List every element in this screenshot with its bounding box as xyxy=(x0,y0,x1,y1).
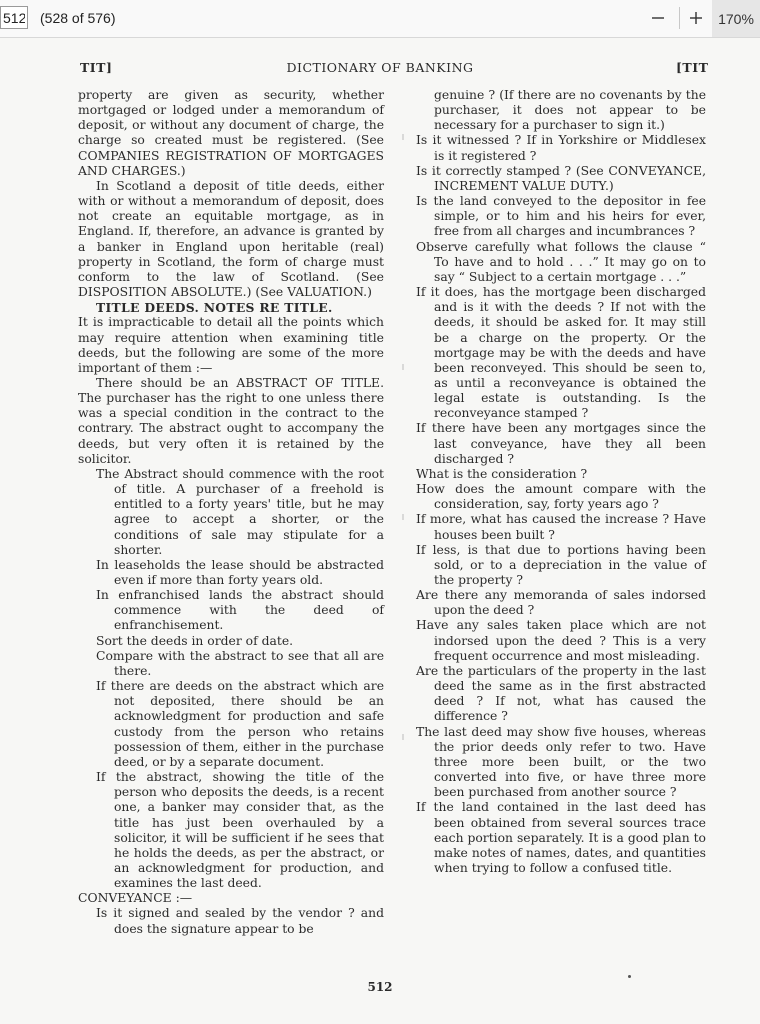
running-head-right: [TIT xyxy=(676,60,709,75)
paragraph: Is it signed and sealed by the vendor ? and does the signature appear to be xyxy=(96,906,384,936)
running-head-left: TIT] xyxy=(80,60,113,75)
paragraph: Have any sales taken place which are not indorsed upon the deed ? This is a very frequent occurrence and most misleading. xyxy=(416,618,706,663)
left-column xyxy=(78,88,384,937)
zoom-level-button[interactable]: 170% xyxy=(712,0,760,37)
page-number-input[interactable] xyxy=(0,6,28,29)
paragraph: If there are deeds on the abstract which are not deposited, there should be an acknowledgment for production and safe custody from the person who retains possession of them, either in the purchase deed, or by a separate document. xyxy=(96,679,384,769)
section-heading: TITLE DEEDS. NOTES RE TITLE. xyxy=(96,300,333,316)
paragraph: If there have been any mortgages since the last conveyance, have they all been discharged ? xyxy=(416,421,706,466)
paragraph: If the abstract, showing the title of the person who deposits the deeds, is a recent one, a banker may consider that, as the title has just been overhauled by a solicitor, it will be sufficient if he sees that he holds the deeds, as per the abstract, or an acknowledgment for production, and examines the last deed. xyxy=(96,770,384,891)
paragraph: Observe carefully what follows the clause “ To have and to hold . . .” It may go on to say “ Subject to a certain mortgage . . .” xyxy=(416,239,706,284)
minus-icon xyxy=(650,10,666,26)
paragraph: In enfranchised lands the abstract should commence with the deed of enfranchisement. xyxy=(96,588,384,633)
paragraph: In Scotland a deposit of title deeds, either with or without a memorandum of deposit, does not create an equitable mortgage, as in England. If, therefore, an advance is granted by a banker in England upon heritable (real) property in Scotland, the form of charge must conform to the law of Scotland. (See DISPOSITION ABSOLUTE.) (See VALUATION.) xyxy=(78,178,384,300)
paragraph: There should be an ABSTRACT OF TITLE. The purchaser has the right to one unless there was a special condition in the contract to the contrary. The abstract ought to accompany the deeds, but very often it is retained by the solicitor. xyxy=(78,375,384,466)
paragraph: If more, what has caused the increase ? Have houses been built ? xyxy=(416,512,706,542)
viewer-toolbar xyxy=(0,0,760,38)
running-head-title: DICTIONARY OF BANKING xyxy=(286,60,474,75)
page-folio: 512 xyxy=(367,980,393,994)
right-column xyxy=(416,88,706,876)
column-margin-marks xyxy=(400,94,406,954)
subheading: CONVEYANCE :— xyxy=(78,891,193,906)
ink-speck xyxy=(628,975,631,978)
paragraph: Is it witnessed ? If in Yorkshire or Middlesex is it registered ? xyxy=(416,133,706,163)
paragraph: If the land contained in the last deed has been obtained from several sources trace each portion separately. It is a good plan to make notes of names, dates, and quantities when trying to follow a confused title. xyxy=(416,800,706,875)
paragraph: It is impracticable to detail all the points which may require attention when examining title deeds, but the following are some of the more important of them :— xyxy=(78,315,384,375)
toolbar-separator xyxy=(679,7,680,29)
running-head xyxy=(0,56,760,76)
paragraph: Compare with the abstract to see that all are there. xyxy=(96,648,384,678)
zoom-out-button[interactable] xyxy=(644,4,672,32)
paragraph: Are the particulars of the property in the last deed the same as in the first abstracted deed ? If not, what has caused the difference ? xyxy=(416,663,706,724)
paragraph: The Abstract should commence with the root of title. A purchaser of a freehold is entitled to a forty years' title, but he may agree to accept a shorter, or the conditions of sale may stipulate for a shorter. xyxy=(96,466,384,557)
paragraph: The last deed may show five houses, whereas the prior deeds only refer to two. Have three more been built, or the two converted into five, or have three more been purchased from another source ? xyxy=(416,724,706,800)
paragraph: In leaseholds the lease should be abstracted even if more than forty years old. xyxy=(96,557,384,587)
paragraph: Is the land conveyed to the depositor in fee simple, or to him and his heirs for ever, free from all charges and incumbrances ? xyxy=(416,194,706,239)
paragraph: Sort the deeds in order of date. xyxy=(96,633,294,648)
zoom-in-button[interactable] xyxy=(682,4,710,32)
paragraph: genuine ? (If there are no covenants by the purchaser, it does not appear to be necessary for a purchaser to sign it.) xyxy=(434,88,706,133)
plus-icon xyxy=(688,10,704,26)
page-count-label: (528 of 576) xyxy=(40,10,116,26)
paragraph: If less, is that due to portions having been sold, or to a depreciation in the value of the property ? xyxy=(416,542,706,587)
document-page xyxy=(0,38,760,1024)
paragraph: If it does, has the mortgage been discharged and is it with the deeds ? If not with the deeds, it should be asked for. It may still be a charge on the property. Or the mortgage may be with the deeds and have been reconveyed. This should be seen to, as until a reconveyance is obtained the legal estate is outstanding. Is the reconveyance stamped ? xyxy=(416,285,706,421)
paragraph: Are there any memoranda of sales indorsed upon the deed ? xyxy=(416,588,706,618)
paragraph: How does the amount compare with the consideration, say, forty years ago ? xyxy=(416,482,706,512)
paragraph: What is the consideration ? xyxy=(416,466,588,481)
paragraph: property are given as security, whether mortgaged or lodged under a memorandum of deposit, or without any document of charge, the charge so created must be registered. (See COMPANIES REGISTRATION OF MORTGAGES AND CHARGES.) xyxy=(78,88,384,178)
paragraph: Is it correctly stamped ? (See CONVEYANCE, INCREMENT VALUE DUTY.) xyxy=(416,163,706,193)
